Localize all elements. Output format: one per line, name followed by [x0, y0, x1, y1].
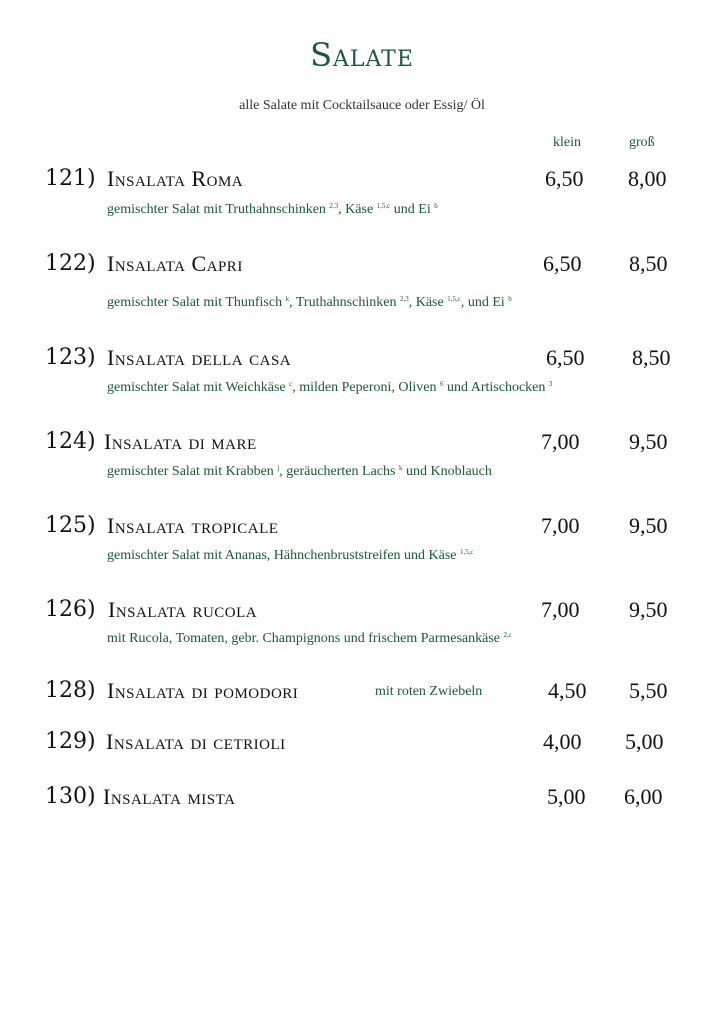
description-text: , Käse	[408, 295, 448, 310]
item-price-large: 8,50	[629, 251, 668, 276]
item-price-small: 6,50	[543, 251, 582, 276]
description-text: und Knoblauch	[402, 464, 492, 479]
allergen-code: 2,3	[399, 295, 409, 303]
allergen-code: 1,5,c	[447, 295, 461, 303]
item-description	[107, 380, 552, 396]
allergen-code: j	[277, 464, 280, 472]
item-name: Insalata Capri	[107, 251, 243, 276]
allergen-code: b	[508, 295, 512, 303]
item-price-small: 5,00	[547, 784, 586, 809]
allergen-code: 6	[440, 380, 444, 388]
allergen-code: k	[285, 295, 290, 303]
item-number: 128)	[45, 678, 96, 703]
item-name: Insalata di cetrioli	[106, 729, 286, 754]
description-text: , milden Peperoni, Oliven	[292, 380, 440, 395]
item-name: Insalata Roma	[107, 166, 244, 191]
allergen-code: k	[398, 464, 403, 472]
item-name: Insalata della casa	[107, 345, 292, 370]
item-price-small: 4,50	[548, 678, 587, 703]
item-name: Insalata di pomodori	[107, 678, 299, 703]
description-text: gemischter Salat mit Krabben	[107, 464, 278, 479]
description-text: gemischter Salat mit Truthahnschinken	[107, 202, 330, 217]
item-number: 125)	[45, 513, 96, 538]
description-text: gemischter Salat mit Weichkäse	[107, 380, 290, 395]
item-price-large: 5,50	[629, 678, 668, 703]
column-header-large: groß	[629, 135, 655, 150]
description-text: und Artischocken	[443, 380, 549, 395]
item-number: 122)	[45, 251, 96, 276]
description-text: gemischter Salat mit Thunfisch	[107, 295, 286, 310]
item-name: Insalata mista	[103, 784, 236, 809]
item-price-small: 7,00	[541, 429, 580, 454]
description-text: und Ei	[390, 202, 435, 217]
allergen-code: 2,3	[329, 202, 339, 210]
item-price-small: 6,50	[545, 166, 584, 191]
item-price-large: 5,00	[625, 729, 664, 754]
column-header-small: klein	[553, 135, 581, 150]
item-description	[107, 464, 492, 480]
item-description	[107, 631, 512, 647]
item-price-large: 8,00	[628, 166, 667, 191]
item-price-small: 6,50	[546, 345, 585, 370]
allergen-code: b	[434, 202, 438, 210]
item-description	[107, 202, 438, 218]
item-number: 130)	[45, 784, 96, 809]
item-price-large: 9,50	[629, 429, 668, 454]
allergen-code: 3	[548, 380, 553, 388]
item-price-small: 7,00	[541, 597, 580, 622]
item-price-large: 9,50	[629, 513, 668, 538]
description-text: mit Rucola, Tomaten, gebr. Champignons und frischem Parmesankäse	[107, 631, 504, 646]
item-number: 129)	[45, 729, 96, 754]
item-price-small: 4,00	[543, 729, 582, 754]
item-number: 123)	[45, 345, 96, 370]
item-number: 124)	[45, 429, 96, 454]
item-name: Insalata di mare	[104, 429, 257, 454]
allergen-code: 2,c	[503, 631, 512, 639]
item-note: mit roten Zwiebeln	[375, 684, 483, 699]
allergen-code: 1,5,c	[376, 202, 391, 210]
page-title: Salate	[310, 36, 414, 74]
item-description	[107, 548, 474, 564]
item-name: Insalata tropicale	[107, 513, 279, 538]
description-text: , geräucherten Lachs	[279, 464, 399, 479]
description-text: , und Ei	[460, 295, 509, 310]
item-price-small: 7,00	[541, 513, 580, 538]
allergen-code: c	[289, 380, 293, 388]
item-description	[107, 295, 512, 311]
item-number: 121)	[45, 166, 96, 191]
description-text: , Truthahnschinken	[289, 295, 400, 310]
item-price-large: 9,50	[629, 597, 668, 622]
description-text: gemischter Salat mit Ananas, Hähnchenbruststreifen und Käse	[107, 548, 461, 563]
allergen-code: 1,5,c	[460, 548, 474, 556]
item-price-large: 8,50	[632, 345, 671, 370]
item-number: 126)	[45, 597, 96, 622]
item-name: Insalata rucola	[108, 597, 258, 622]
item-price-large: 6,00	[624, 784, 663, 809]
page-subtitle: alle Salate mit Cocktailsauce oder Essig/ Öl	[239, 98, 485, 113]
description-text: , Käse	[338, 202, 377, 217]
